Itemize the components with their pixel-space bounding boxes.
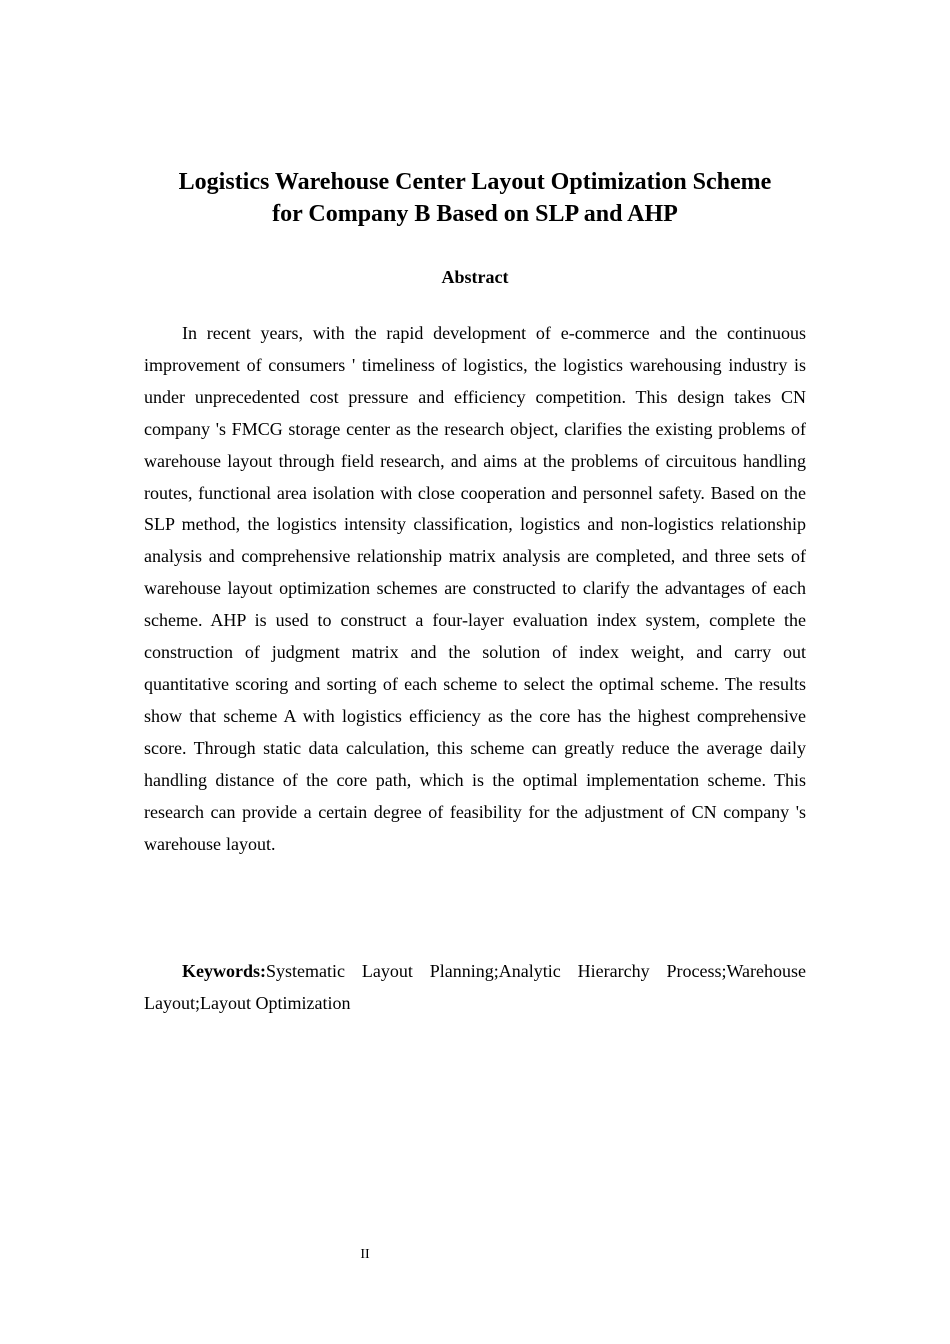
keywords-text: Systematic Layout Planning;Analytic Hierarchy Process;Warehouse Layout;Layout Optimization: [144, 961, 806, 1013]
abstract-body: In recent years, with the rapid development of e-commerce and the continuous improvement of consumers ' timeliness of logistics, the logistics warehousing industry is under unprecedented cost pressure and efficiency competition. This design takes CN company 's FMCG storage center as the research object, clarifies the existing problems of warehouse layout through field research, and aims at the problems of circuitous handling routes, functional area isolation with close cooperation and personnel safety. Based on the SLP method, the logistics intensity classification, logistics and non-logistics relationship analysis and comprehensive relationship matrix analysis are completed, and three sets of warehouse layout optimization schemes are constructed to clarify the advantages of each scheme. AHP is used to construct a four-layer evaluation index system, complete the construction of judgment matrix and the solution of index weight, and carry out quantitative scoring and sorting of each scheme to select the optimal scheme. The results show that scheme A with logistics efficiency as the core has the highest comprehensive score. Through static data calculation, this scheme can greatly reduce the average daily handling distance of the core path, which is the optimal implementation scheme. This research can provide a certain degree of feasibility for the adjustment of CN company 's warehouse layout.: [144, 323, 806, 854]
paper-title: [144, 166, 806, 230]
abstract-heading: Abstract: [441, 267, 509, 287]
paper-title-line-2: for Company B Based on SLP and AHP: [272, 201, 678, 227]
keywords-label: Keywords:: [182, 961, 266, 981]
paper-title-line-1: Logistics Warehouse Center Layout Optimization Scheme: [178, 169, 772, 195]
keywords-paragraph: [144, 956, 806, 1020]
page-number: II: [360, 1247, 370, 1262]
